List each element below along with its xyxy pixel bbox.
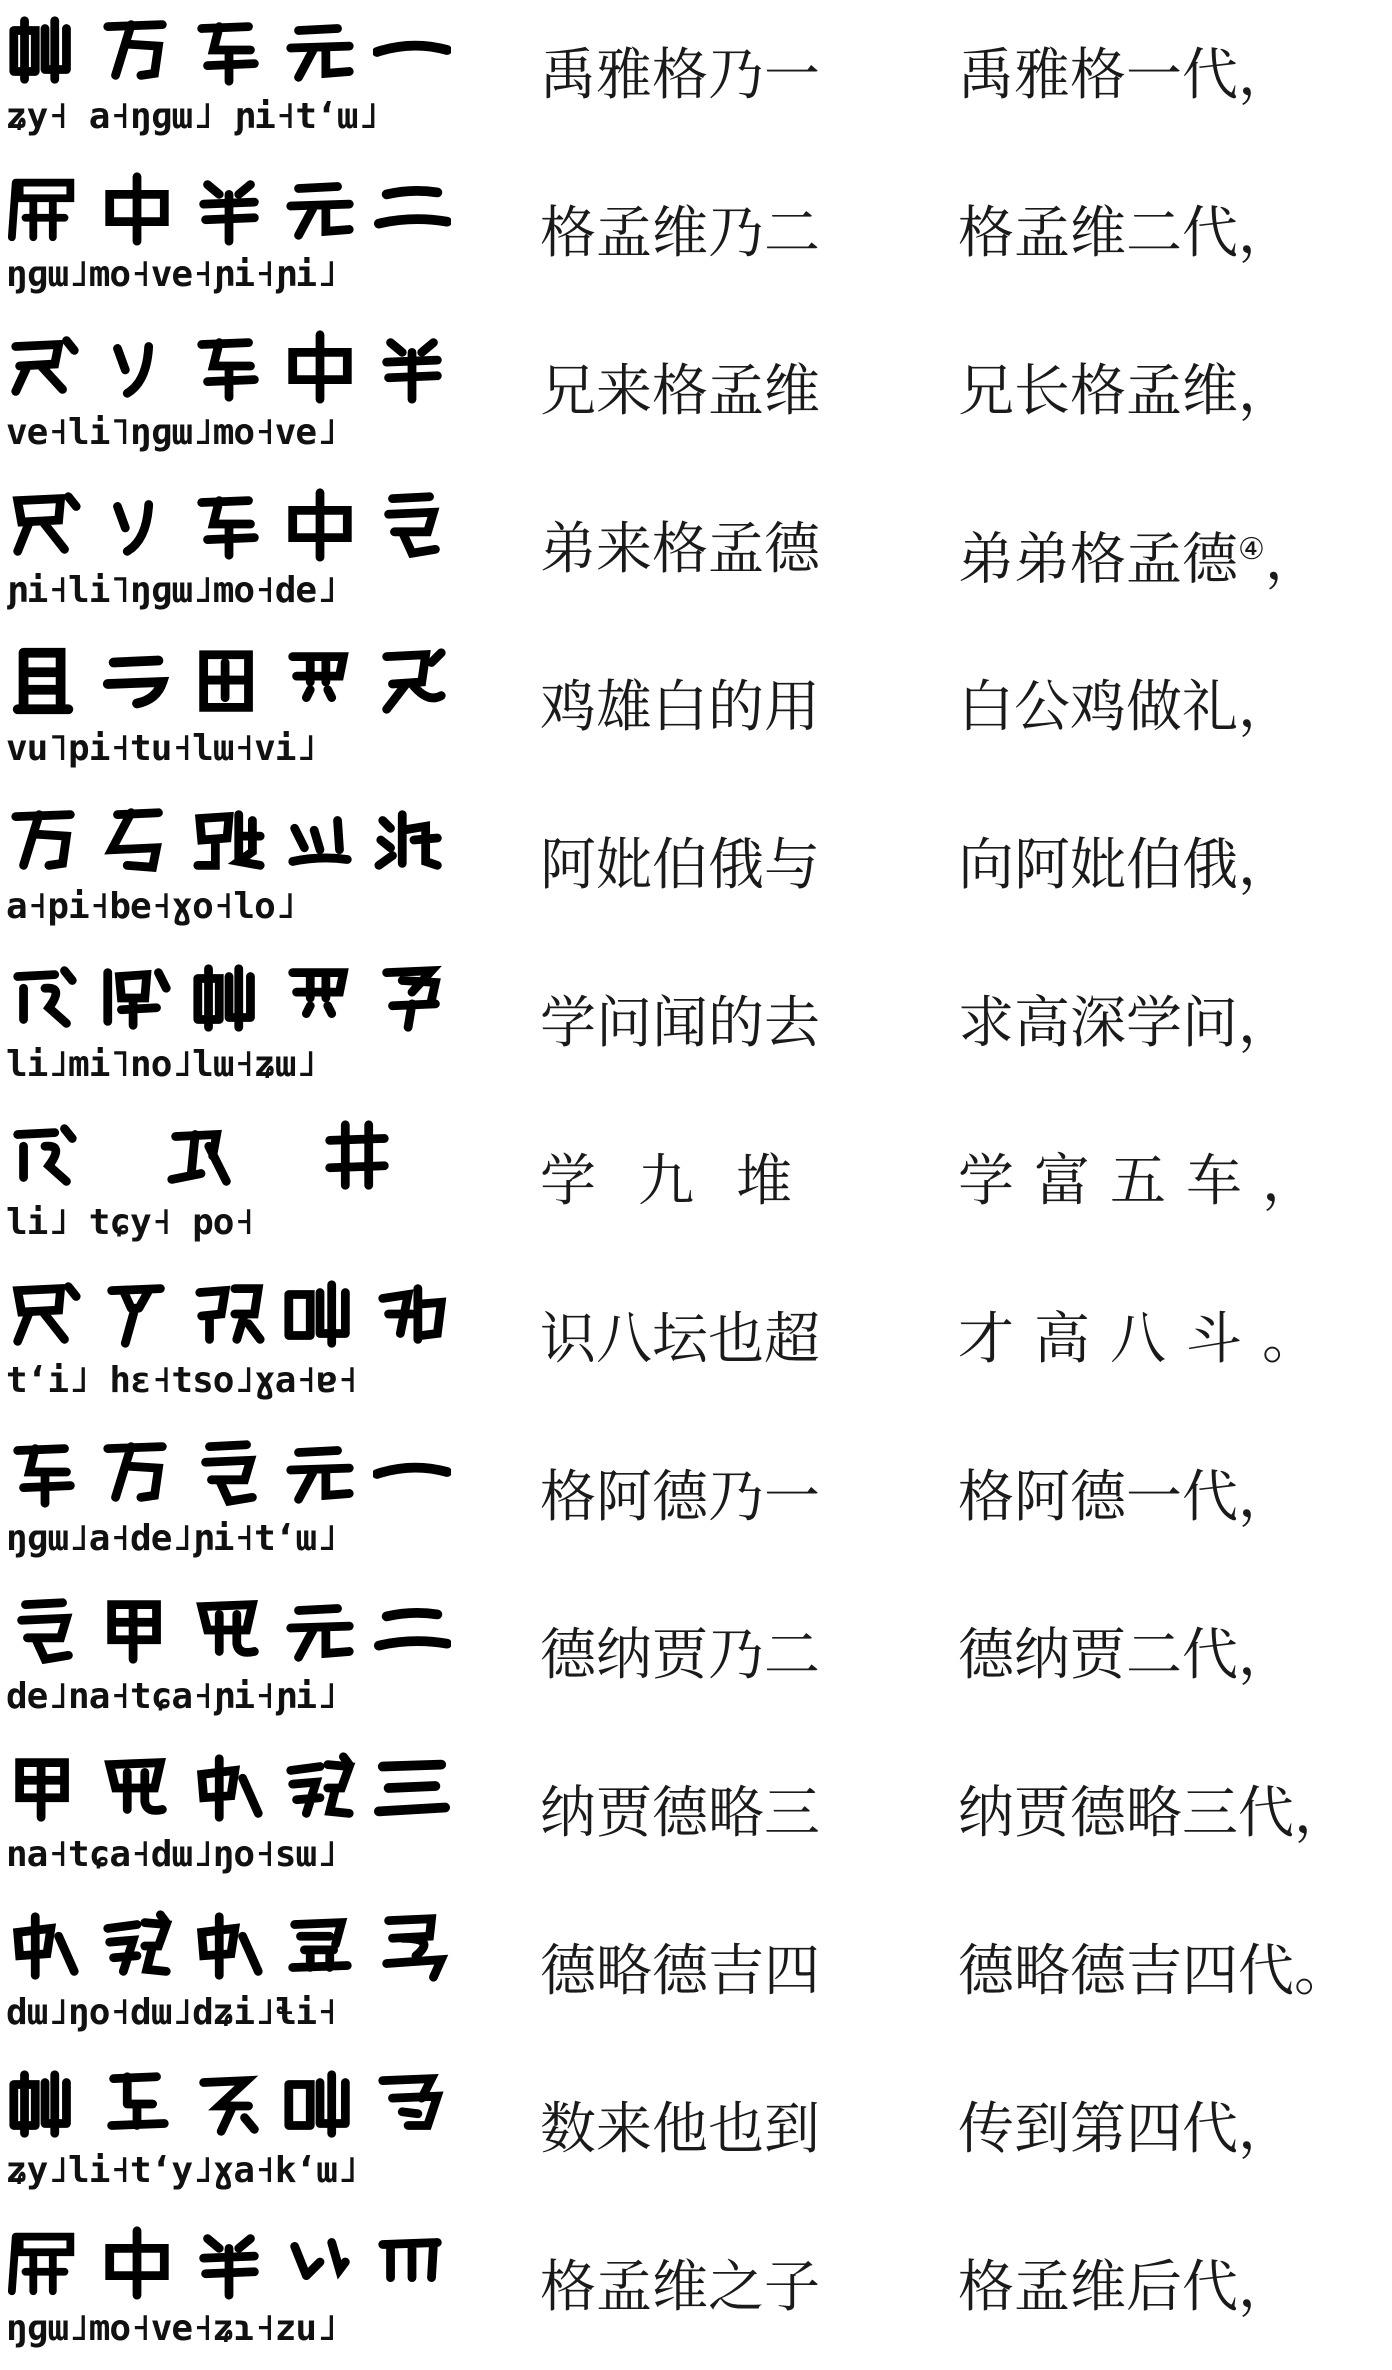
free-translation: 求高深学问， (958, 991, 1294, 1056)
yi-character-glyph (281, 2065, 359, 2143)
yi-character-glyph (98, 2223, 176, 2301)
romanization-text: li˩mi˥no˩lɯ˧ʑɯ˩ (6, 1044, 317, 1085)
yi-character-glyph (281, 327, 359, 405)
yi-character-glyph (190, 2223, 268, 2301)
yi-glyph-group (6, 1112, 451, 1200)
yi-character-glyph (6, 11, 84, 89)
yi-character-glyph (190, 1591, 268, 1669)
yi-glyph-group (6, 6, 451, 94)
yi-script-cell (0, 1580, 455, 1738)
yi-script-cell (0, 316, 455, 474)
yi-character-glyph (6, 643, 84, 721)
yi-character-glyph (373, 2065, 451, 2143)
free-translation: 传到第四代， (958, 2097, 1294, 2162)
yi-glyph-group (6, 164, 451, 252)
yi-character-glyph (98, 2065, 176, 2143)
verse-row (0, 316, 1392, 474)
verse-row (0, 948, 1392, 1106)
yi-character-glyph (190, 1275, 268, 1353)
yi-character-glyph (98, 801, 176, 879)
yi-character-glyph (190, 2065, 268, 2143)
verse-row (0, 1738, 1392, 1896)
free-translation: 德略德吉四代。 (958, 1939, 1350, 2004)
yi-character-glyph (6, 1591, 84, 1669)
yi-character-glyph (190, 1749, 268, 1827)
romanization-text: ŋɡɯ˩a˧de˩ɲi˧t‘ɯ˩ (6, 1518, 337, 1559)
yi-character-glyph (373, 1907, 451, 1985)
yi-character-glyph (6, 801, 84, 879)
free-translation: 白公鸡做礼， (958, 675, 1294, 740)
verse-row (0, 790, 1392, 948)
yi-glyph-group (6, 2060, 451, 2148)
yi-character-glyph (98, 1275, 176, 1353)
yi-character-glyph (98, 1907, 176, 1985)
yi-script-cell (0, 474, 455, 632)
literal-translation: 数来他也到 (540, 2097, 820, 2162)
free-translation: 格孟维二代， (958, 201, 1294, 266)
romanization-text: t‘i˩ hɛ˧tso˩ɣa˧ɐ˧ (6, 1360, 358, 1401)
yi-character-glyph (373, 2223, 451, 2301)
romanization-text: ʑy˧ a˧ŋɡɯ˩ ɲi˧t‘ɯ˩ (6, 96, 379, 137)
free-translation: 德纳贾二代， (958, 1623, 1294, 1688)
yi-character-glyph (190, 327, 268, 405)
yi-script-cell (0, 1896, 455, 2054)
yi-character-glyph (281, 1275, 359, 1353)
free-translation: 禹雅格一代， (958, 43, 1294, 108)
yi-character-glyph (190, 1907, 268, 1985)
yi-script-cell (0, 1264, 455, 1422)
yi-character-glyph (281, 169, 359, 247)
romanization-text: ŋɡɯ˩mo˧ve˧ɲi˧ɲi˩ (6, 254, 337, 295)
free-translation: 纳贾德略三代， (958, 1781, 1350, 1846)
yi-character-glyph (281, 1749, 359, 1827)
yi-character-glyph (373, 959, 451, 1037)
yi-character-glyph (373, 643, 451, 721)
yi-glyph-group (6, 796, 451, 884)
yi-character-glyph (162, 1117, 240, 1195)
yi-character-glyph (281, 801, 359, 879)
verse-row (0, 474, 1392, 632)
yi-glyph-group (6, 2218, 451, 2306)
literal-translation: 德纳贾乃二 (540, 1623, 820, 1688)
yi-character-glyph (373, 169, 451, 247)
verse-row (0, 1896, 1392, 2054)
free-translation: 才高八斗。 (958, 1307, 1338, 1372)
romanization-text: na˧tɕa˧dɯ˩ŋo˧sɯ˩ (6, 1834, 337, 1875)
yi-character-glyph (190, 959, 268, 1037)
free-translation: 格孟维后代， (958, 2255, 1294, 2320)
yi-character-glyph (281, 959, 359, 1037)
free-translation-end: ， (1264, 527, 1321, 593)
literal-translation: 识八坛也超 (540, 1307, 820, 1372)
yi-character-glyph (373, 327, 451, 405)
yi-script-cell (0, 1738, 455, 1896)
yi-script-cell (0, 158, 455, 316)
literal-translation: 禹雅格乃一 (540, 43, 820, 108)
romanization-text: li˩ tɕy˧ po˧ (6, 1202, 255, 1243)
yi-character-glyph (6, 2223, 84, 2301)
yi-script-cell (0, 2054, 455, 2212)
yi-character-glyph (281, 2223, 359, 2301)
yi-character-glyph (318, 1117, 396, 1195)
literal-translation: 格孟维之子 (540, 2255, 820, 2320)
yi-character-glyph (281, 1907, 359, 1985)
yi-script-cell (0, 0, 455, 158)
yi-character-glyph (6, 959, 84, 1037)
yi-character-glyph (98, 169, 176, 247)
romanization-text: vu˥pi˧tu˧lɯ˧vi˩ (6, 728, 317, 769)
yi-character-glyph (98, 1591, 176, 1669)
verse-row (0, 1580, 1392, 1738)
yi-character-glyph (6, 1907, 84, 1985)
yi-glyph-group (6, 480, 451, 568)
literal-translation: 兄来格孟维 (540, 359, 820, 424)
yi-character-glyph (373, 1591, 451, 1669)
free-translation: 格阿德一代， (958, 1465, 1294, 1530)
yi-script-cell (0, 948, 455, 1106)
yi-glyph-group (6, 1586, 451, 1674)
yi-script-cell (0, 1106, 455, 1264)
literal-translation: 德略德吉四 (540, 1939, 820, 2004)
yi-character-glyph (190, 801, 268, 879)
verse-row (0, 632, 1392, 790)
yi-character-glyph (281, 11, 359, 89)
yi-glyph-group (6, 954, 451, 1042)
yi-character-glyph (6, 327, 84, 405)
yi-character-glyph (281, 1591, 359, 1669)
yi-character-glyph (190, 1433, 268, 1511)
yi-character-glyph (98, 643, 176, 721)
free-translation: 向阿妣伯俄， (958, 833, 1294, 898)
footnote-marker: ④ (1238, 532, 1265, 567)
literal-translation: 阿妣伯俄与 (540, 833, 820, 898)
romanization-text: ɲi˧li˥ŋɡɯ˩mo˧de˩ (6, 570, 337, 611)
yi-character-glyph (190, 485, 268, 563)
verse-row (0, 158, 1392, 316)
yi-character-glyph (98, 327, 176, 405)
verse-row (0, 1106, 1392, 1264)
romanization-text: dɯ˩ŋo˧dɯ˩dʑi˩ɬi˧ (6, 1992, 337, 2033)
yi-character-glyph (6, 485, 84, 563)
romanization-text: ve˧li˥ŋɡɯ˩mo˧ve˩ (6, 412, 337, 453)
verse-row (0, 2212, 1392, 2370)
verse-row (0, 1422, 1392, 1580)
yi-character-glyph (190, 643, 268, 721)
literal-translation: 鸡雄白的用 (540, 675, 820, 740)
yi-character-glyph (373, 1433, 451, 1511)
romanization-text: ʑy˩li˧t‘y˩ɣa˧k‘ɯ˩ (6, 2150, 358, 2191)
literal-translation: 学九堆 (540, 1149, 834, 1214)
yi-character-glyph (98, 11, 176, 89)
yi-character-glyph (6, 1433, 84, 1511)
literal-translation: 纳贾德略三 (540, 1781, 820, 1846)
yi-character-glyph (281, 485, 359, 563)
free-translation: 学富五车， (958, 1149, 1338, 1214)
yi-character-glyph (190, 169, 268, 247)
yi-glyph-group (6, 1428, 451, 1516)
free-translation: 兄长格孟维， (958, 359, 1294, 424)
literal-translation: 格孟维乃二 (540, 201, 820, 266)
yi-script-cell (0, 632, 455, 790)
yi-character-glyph (98, 959, 176, 1037)
yi-character-glyph (6, 1749, 84, 1827)
yi-character-glyph (373, 1749, 451, 1827)
yi-character-glyph (373, 801, 451, 879)
yi-script-cell (0, 1422, 455, 1580)
romanization-text: ŋɡɯ˩mo˧ve˧ʑɿ˧zu˩ (6, 2308, 337, 2349)
literal-translation: 格阿德乃一 (540, 1465, 820, 1530)
yi-glyph-group (6, 322, 451, 410)
free-translation-text: 弟弟格孟德 (958, 527, 1238, 593)
yi-character-glyph (98, 1433, 176, 1511)
verse-row (0, 1264, 1392, 1422)
yi-character-glyph (373, 11, 451, 89)
yi-character-glyph (6, 2065, 84, 2143)
verse-row (0, 2054, 1392, 2212)
verse-row (0, 0, 1392, 158)
yi-script-cell (0, 2212, 455, 2370)
romanization-text: de˩na˧tɕa˧ɲi˧ɲi˩ (6, 1676, 337, 1717)
yi-character-glyph (281, 643, 359, 721)
romanization-text: a˧pi˧be˧ɣo˧lo˩ (6, 886, 296, 927)
literal-translation: 弟来格孟德 (540, 517, 820, 582)
yi-glyph-group (6, 1270, 451, 1358)
yi-character-glyph (6, 1275, 84, 1353)
yi-character-glyph (190, 11, 268, 89)
literal-translation: 学问闻的去 (540, 991, 820, 1056)
yi-character-glyph (281, 1433, 359, 1511)
yi-character-glyph (98, 485, 176, 563)
yi-character-glyph (98, 1749, 176, 1827)
free-translation (958, 518, 1321, 593)
yi-character-glyph (373, 1275, 451, 1353)
yi-glyph-group (6, 1902, 451, 1990)
yi-glyph-group (6, 1744, 451, 1832)
yi-character-glyph (6, 1117, 84, 1195)
yi-character-glyph (6, 169, 84, 247)
yi-script-cell (0, 790, 455, 948)
yi-glyph-group (6, 638, 451, 726)
yi-character-glyph (373, 485, 451, 563)
